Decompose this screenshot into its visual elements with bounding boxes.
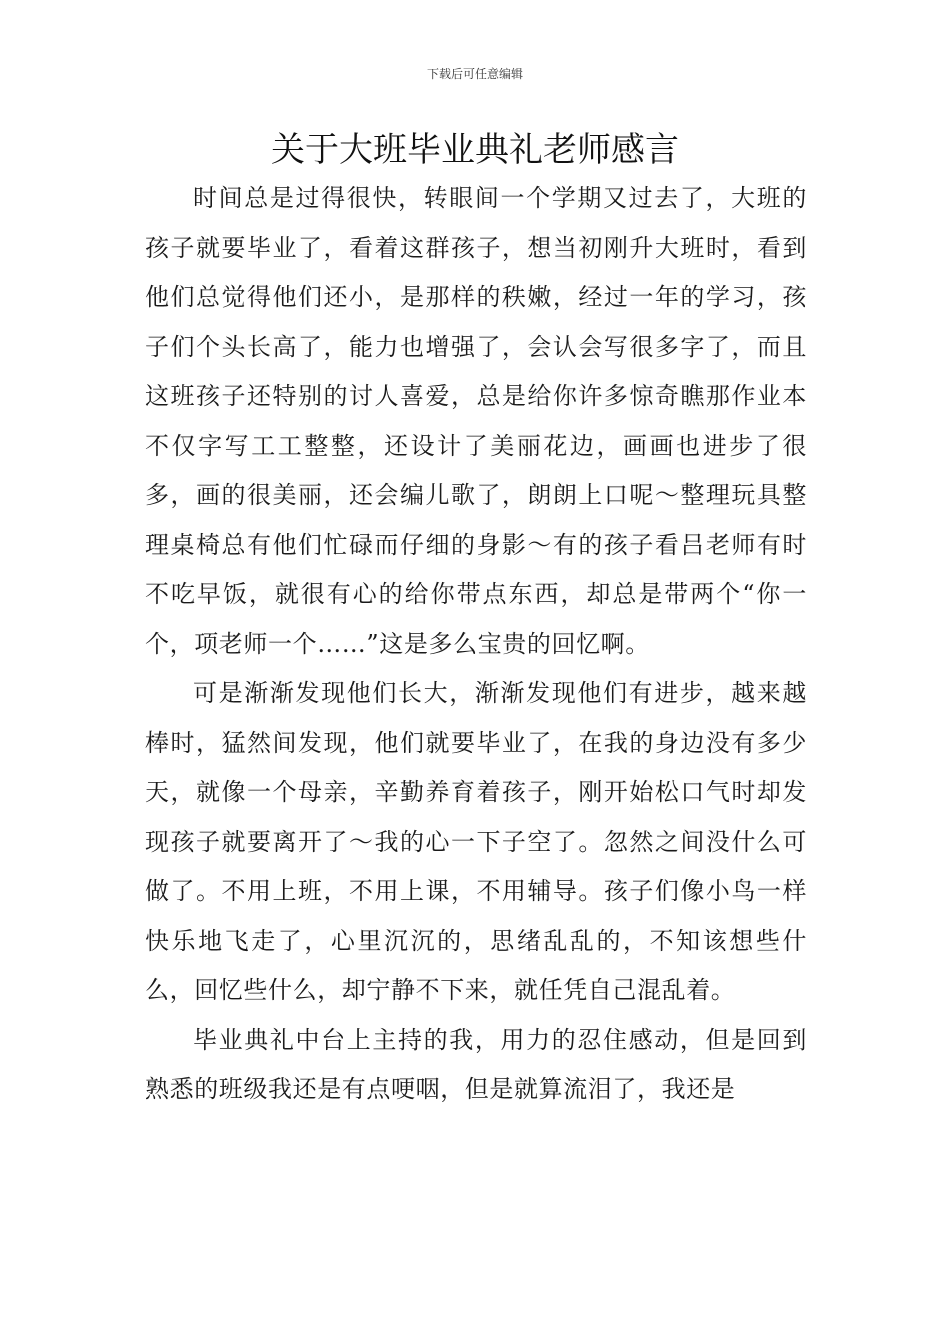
document-title: 关于大班毕业典礼老师感言 [271,130,679,170]
paragraph-1: 时间总是过得很快，转眼间一个学期又过去了，大班的孩子就要毕业了，看着这群孩子，想当初刚升大班时，看到他们总觉得他们还小，是那样的秩嫩，经过一年的学习，孩子们个头长高了，能力也增强了，会认会写很多字了，而且这班孩子还特别的讨人喜爱，总是给你许多惊奇瞧那作业本不仅字写工工整整，还设计了美丽花边，画画也进步了很多，画的很美丽，还会编儿歌了，朗朗上口呢～整理玩具整理桌椅总有他们忙碌而仔细的身影～有的孩子看吕老师有时不吃早饭，就很有心的给你带点东西，却总是带两个“你一个，项老师一个……”这是多么宝贵的回忆啊。 [145,184,807,658]
page-header-note: 下载后可任意编辑 [426,67,523,81]
document-body [145,174,807,1115]
paragraph-3: 毕业典礼中台上主持的我，用力的忍住感动，但是回到熟悉的班级我还是有点哽咽，但是就算流泪了，我还是 [145,1025,807,1103]
paragraph-2: 可是渐渐发现他们长大，渐渐发现他们有进步，越来越棒时，猛然间发现，他们就要毕业了，在我的身边没有多少天，就像一个母亲，辛勤养育着孩子，刚开始松口气时却发现孩子就要离开了～我的心一下子空了。忽然之间没什么可做了。不用上班，不用上课，不用辅导。孩子们像小鸟一样快乐地飞走了，心里沉沉的，思绪乱乱的，不知该想些什么，回忆些什么，却宁静不下来，就任凭自己混乱着。 [145,679,807,1004]
